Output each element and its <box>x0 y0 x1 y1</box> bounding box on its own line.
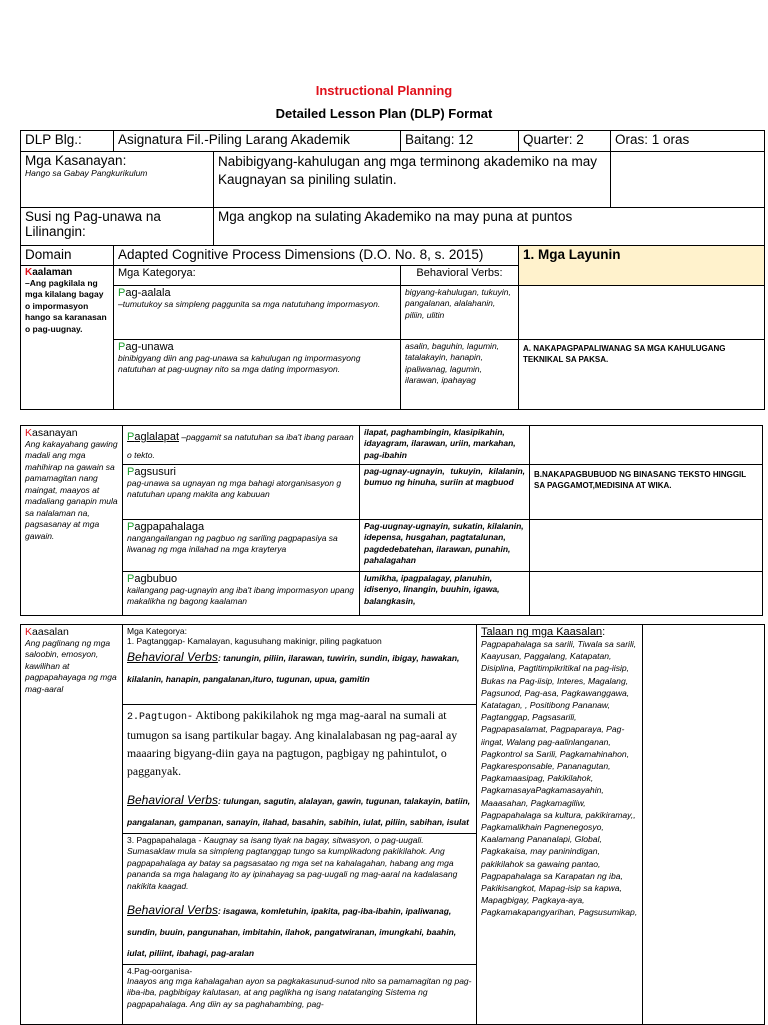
pagtugon-title: 2.Pagtugon- <box>127 712 194 723</box>
paglalapat-cell <box>123 426 360 465</box>
pag-unawa-verbs: asalin, baguhin, lagumin, tatalakayin, hanapin, ipaliwanag, lagumin, ilarawan, ipahayag <box>401 340 519 410</box>
kategorya-label: Mga Kategorya: <box>114 266 401 286</box>
kaasalan-kategorya-label: Mga Kategorya: <box>127 626 188 636</box>
baitang: Baitang: 12 <box>401 131 519 152</box>
pagbubuo-cell <box>123 572 360 616</box>
kaasalan-table <box>20 624 765 1025</box>
verbs-label: Behavioral Verbs: <box>401 266 519 286</box>
quarter: Quarter: 2 <box>519 131 611 152</box>
pagsusuri-desc: pag-unawa sa ugnayan ng mga bahagi atorganisasyon g natutuhan upang makita ang kabuuan <box>127 478 342 500</box>
mga-kasanayan-cell <box>21 152 214 208</box>
empty-cell <box>611 152 765 208</box>
pagtanggap-title: 1. Pagtanggap- Kamalayan, kagusuhang makinigr, piling pagkatuon <box>127 636 382 646</box>
pagpapahalaga-desc: nangangailangan ng pagbuo ng sariling pagpapasiya sa liwanag ng mga inilahad na mga krayterya <box>127 533 338 555</box>
pagsusuri-verbs: pag-ugnay-ugnayin, tukuyin, kilalanin, bumuo ng hinuha, suriin at magbuod <box>360 465 530 520</box>
mga-kasanayan-label: Mga Kasanayan: <box>25 153 127 168</box>
pagtugon-text: Aktibong pakikilahok ng mga mag-aaral na sumali at tumugon sa isang partikular bagay. Ang kinalalabasan ng pag-aaral ay maaaring bigyang-diin gaya na pagtugon, pagbigay ng pahintulot, o pagganyak. <box>127 708 458 779</box>
paglalapat-title: aglalapat <box>134 431 179 443</box>
susi-value: Mga angkop na sulating Akademiko na may puna at puntos <box>214 208 765 246</box>
pagpapahalaga-k-verbs: : isagawa, komletuhin, ipakita, pag-iba-ibahin, ipaliwanag, sundin, buuin, pangunahan, imbitahin, ilahok, pangatwiranan, imungkahi, baahin, iulat, piliint, ibahagi, pag-aralan <box>127 906 457 958</box>
kasanayan-value <box>214 152 611 208</box>
talaan-cell <box>477 625 643 1025</box>
layunin-empty <box>519 286 765 340</box>
objective-a: A. NAKAPAGPAPALIWANAG SA MGA KAHULUGANG TEKNIKAL SA PAKSA. <box>519 340 765 410</box>
pag-unawa-desc: binibigyang diin ang pag-unawa sa kahulugan ng impormasyong natutuhan at pag-uugnay nito sa mga dating impormasyon. <box>118 353 361 375</box>
pag-aalala-title: ag-aalala <box>125 287 171 299</box>
pagbubuo-verbs: lumikha, ipagpalagay, planuhin, idisenyo, linangin, buuhin, igawa, balangkasin, <box>360 572 530 616</box>
pag-aalala-verbs: bigyang-kahulugan, tukuyin, pangalanan, alalahanin, piliin, ulitin <box>401 286 519 340</box>
pagbubuo-objective <box>530 572 763 616</box>
paglalapat-initial: P <box>127 431 135 443</box>
pagsusuri-title: agsusuri <box>134 466 176 478</box>
pagtanggap-verbs: : tanungin, piliin, ilarawan, tuwirin, sundin, ibigay, hawakan, kilalanin, hanapin, pangalanan,ituro, tugunan, upua, gamitin <box>127 653 460 685</box>
pagtanggap-cell <box>123 625 477 705</box>
kasanayan-note: Hango sa Gabay Pangkurikulum <box>25 168 148 178</box>
kaasalan-initial: K <box>25 626 33 638</box>
pagbubuo-initial: P <box>127 573 135 585</box>
talaan-colon: : <box>602 626 606 638</box>
kaalaman-desc: –Ang pagkilala ng mga kilalang bagay o impormasyon hango sa karanasan o pag-uugnay. <box>25 278 107 334</box>
kasanayan-domain-cell <box>21 426 123 616</box>
kaasalan-domain-cell <box>21 625 123 1025</box>
pagbubuo-desc: kailangang pag-ugnayin ang iba't ibang impormasyon upang makalikha ng bagong kaalaman <box>127 585 355 607</box>
pagbubuo-title: agbubuo <box>134 573 178 585</box>
pag-unawa-initial: P <box>118 341 126 353</box>
behavioral-verbs-label-1: Behavioral Verbs <box>127 650 218 665</box>
kasanayan-initial: K <box>25 427 33 439</box>
oras: Oras: 1 oras <box>611 131 765 152</box>
kaasalan-heading: aasalan <box>32 626 69 638</box>
pag-oorganisa-cell <box>123 964 477 1024</box>
paglalapat-desc: –paggamit sa natutuhan sa iba't ibang paraan o tekto. <box>127 432 354 460</box>
pag-aalala-initial: P <box>118 287 126 299</box>
pagpapahalaga-objective <box>530 520 763 572</box>
pagpapahalaga-k-cell <box>123 833 477 964</box>
pagtugon-cell <box>123 705 477 834</box>
pag-unawa-cell <box>114 340 401 410</box>
behavioral-verbs-label-2: Behavioral Verbs <box>127 793 218 808</box>
behavioral-verbs-label-3: Behavioral Verbs <box>127 903 218 918</box>
talaan-empty-cell <box>643 625 765 1025</box>
pagsusuri-initial: P <box>127 466 135 478</box>
pagpapahalaga-title: agpapahalaga <box>134 521 205 533</box>
kasanayan-line-1: Nabibigyang-kahulugan ang mga terminong akademiko na may <box>218 154 597 169</box>
pagsusuri-cell <box>123 465 360 520</box>
talaan-text: Pagpapahalaga sa sarili, Tiwala sa sarili, Kaayusan, Paggalang, Katapatan, Disiplina, Pagtitimpikritikal na pag-iisip, Bukas na Pag-iisip, Interes, Magalang, Pagsunod, Pag-asa, Pagkawanggawa, Katatagan, , Positibong Pananaw, Pagtanggap, Pagsasarili, Pagpapasalamat, Pagpaparaya, Pag-iingat, Walang pag-aalinlanganan, Pagkontrol sa Sarili, Pagkamahinahon, Pagkaresponsable, Pananagutan, Pagkamaasipag, Pakikilahok, PagkamasayaPagkamasayahin, Maaasahan, Pagkamagiliw, Pagpapahalaga sa kultura, pakikiramay,, Pagkamalikhain Pagnenegosyo, Kaalamang Pananalapi, Global, Pagkakaisa, may paninindigan, pakikilahok sa gawaing pantao, Pagpapahalaga sa Karapatan ng iba, Pakikisangkot, Mapag-isip sa kapwa, Mapagbigay, Pagkaya-aya, Pagkamakapangyarihan, Pagsusumikap, <box>481 639 638 918</box>
pagtugon-verbs: : tulungan, sagutin, alalayan, gawin, tugunan, talakayin, batiin, pangalanan, gampanan, sanayin, ilahad, basahin, sabihin, iulat, piliin, sabihan, isulat <box>127 796 471 828</box>
dlp-number: DLP Blg.: <box>21 131 114 152</box>
kasanayan-desc: Ang kakayahang gawing madali ang mga mahihirap na gawain sa pamamagitan nang maingat, maayos at madaliang ganapin mula sa nalalaman na, pagsasanay at mga gawain. <box>25 439 118 541</box>
objective-b: B.NAKAPAGBUBUOD NG BINASANG TEKSTO HINGGIL SA PAGGAMOT,MEDISINA AT WIKA. <box>530 465 763 520</box>
talaan-label: Talaan ng mga Kaasalan <box>481 626 603 638</box>
kaalaman-cell <box>21 266 114 410</box>
page-title: Instructional Planning <box>315 83 453 98</box>
paglalapat-verbs: ilapat, paghambingin, klasipikahin, idayagram, ilarawan, uriin, markahan, pag-ibahin <box>360 426 530 465</box>
asignatura: Asignatura Fil.-Piling Larang Akademik <box>114 131 401 152</box>
kasanayan-table <box>20 425 763 616</box>
kasanayan-line-2: Kaugnayan sa piniling sulatin. <box>218 171 397 187</box>
pagpapahalaga-cell <box>123 520 360 572</box>
adapted-label: Adapted Cognitive Process Dimensions (D.O. No. 8, s. 2015) <box>114 246 519 266</box>
layunin-label: 1. Mga Layunin <box>519 246 765 286</box>
kaalaman-heading: aalaman <box>32 267 73 278</box>
kasanayan-heading: asanayan <box>32 427 78 439</box>
kaalaman-initial: K <box>25 267 33 278</box>
pag-aalala-desc: –tumutukoy sa simpleng paggunita sa mga natutuhang impormasyon. <box>118 299 381 309</box>
dlp-header-table <box>20 130 765 410</box>
pag-oorganisa-text: Inaayos ang mga kahalagahan ayon sa pagkakasunud-sunod nito sa pamamagitan ng pag-iiba-iba, pagbibigay kalutasan, at ang paglikha ng isang natatanging Sistema ng pagpapahalaga. Ang diin ay sa paghahambing, pag- <box>127 975 472 1009</box>
pagpapahalaga-k-text: - Kaugnay sa isang tiyak na bagay, sitwasyon, o pag-uugali. Sumasaklaw mula sa simpleng pagtanggap tungo sa kumplikadong pakikilahok. Ang pagpapahalaga ay batay sa pagsasatao ng mga set na kahalagahan, habang ang mga pananda sa mga halagang ito ay ipinahayag sa pag-uugali ng mag-aaral na kadalasang nakikita kaagad. <box>127 834 458 891</box>
pagpapahalaga-initial: P <box>127 521 135 533</box>
pagpapahalaga-verbs: Pag-uugnay-ugnayin, sukatin, kilalanin, idepensa, husgahan, pagtatalunan, pagdedebatehan, ilarawan, punahin, pahalagahan <box>360 520 530 572</box>
pag-unawa-title: ag-unawa <box>125 341 174 353</box>
pag-oorganisa-title: 4.Pag-oorganisa- <box>127 965 193 976</box>
kaasalan-desc: Ang paglinang ng mga saloobin, emosyon, kawilihan at pagpapahayaga ng mga mag-aaral <box>25 638 117 694</box>
page-subtitle: Detailed Lesson Plan (DLP) Format <box>275 106 493 121</box>
pag-aalala-cell <box>114 286 401 340</box>
susi-label: Susi ng Pag-unawa na Lilinangin: <box>21 208 214 246</box>
domain-label: Domain <box>21 246 114 266</box>
pagpapahalaga-k-title: 3. Pagpapahalaga <box>127 834 197 845</box>
paglalapat-objective <box>530 426 763 465</box>
